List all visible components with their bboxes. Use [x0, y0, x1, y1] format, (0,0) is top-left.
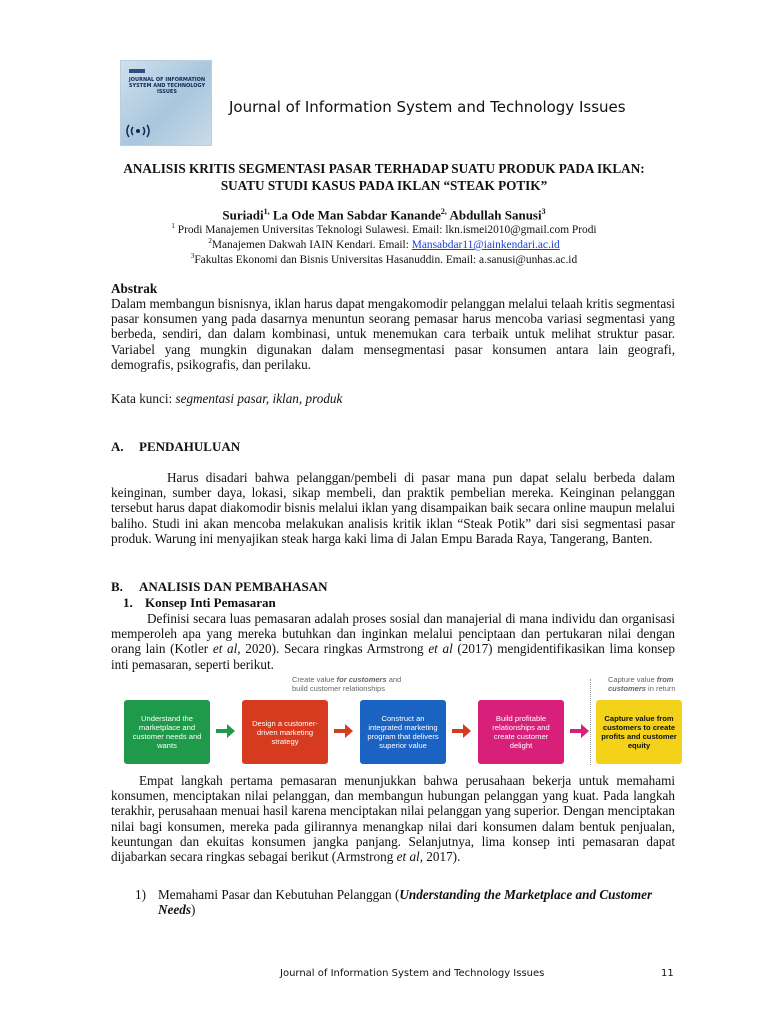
wifi-signal-icon [125, 119, 151, 139]
diagram-box-understand: Understand the marketplace and customer needs and wants [124, 700, 210, 764]
author-3: Abdullah Sanusi [449, 207, 542, 223]
abstract-heading: Abstrak [111, 281, 158, 296]
affiliation-2: $^2$Manajemen Dakwah IAIN Kendari. Email: Mansabdar11@iainkendari.ac.id [208, 237, 560, 251]
marketing-process-diagram [124, 675, 682, 771]
diagram-arrow-4 [570, 723, 590, 739]
diagram-arrow-2 [334, 723, 354, 739]
authors: Suriadi$^{1,}$ La Ode Man Sabdar Kanande$^{2,}$ Abdullah Sanusi$^3$ [222, 207, 546, 223]
section-a-heading: A. PENDAHULUAN [111, 439, 241, 454]
journal-title: Journal of Information System and Technology Issues [229, 98, 626, 116]
diagram-box-marketing-program: Construct an integrated marketing program that delivers superior value [360, 700, 446, 764]
logo-text: JOURNAL OF INFORMATION SYSTEM AND TECHNOLOGY ISSUES [128, 77, 206, 95]
affiliation-3: $^3$Fakultas Ekonomi dan Bisnis Universitas Hasanuddin. Email: a.sanusi@unhas.ac.id [190, 252, 578, 266]
diagram-box-design-strategy: Design a customer-driven marketing strategy [242, 700, 328, 764]
email-link[interactable]: Mansabdar11@iainkendari.ac.id [411, 238, 560, 251]
author-2: La Ode Man Sabdar Kanande [272, 207, 441, 223]
diagram-caption-left: Create value for customers and build customer relationships [292, 675, 402, 693]
section-b-heading: B. ANALISIS DAN PEMBAHASAN [111, 579, 328, 594]
diagram-box-capture-value: Capture value from customers to create profits and customer equity [596, 700, 682, 764]
diagram-arrow-3 [452, 723, 472, 739]
subsection-1-heading: 1. Konsep Inti Pemasaran [123, 595, 276, 610]
author-1: Suriadi [222, 207, 264, 223]
keywords: Kata kunci: segmentasi pasar, iklan, produk [111, 391, 343, 406]
logo-bar [129, 69, 145, 73]
paper-title-line-1: ANALISIS KRITIS SEGMENTASI PASAR TERHADAP SUATU PRODUK PADA IKLAN: [123, 161, 645, 176]
diagram-caption-right: Capture value from customers in return [608, 675, 676, 693]
page-number: 11 [661, 968, 674, 979]
list-item: 1) Memahami Pasar dan Kebutuhan Pelanggan (Understanding the Marketplace and Customer Needs) [135, 887, 653, 918]
section-b-paragraph-2: Empat langkah pertama pemasaran menunjukkan bahwa perusahaan bekerja untuk memahami konsumen, menciptakan nilai pelanggan, dan membangun hubungan pelanggan yang kuat. Pada langkah terakhir, perusahaan menuai hasil karena menciptakan nilai pelanggan yang superior. Dengan menciptakan nilai bagi konsumen, mereka pada gilirannya menangkap nilai dari konsumen dalam bentuk penjualan, keuntungan dan ekuitas konsumen jangka panjang. Selanjutnya, lima konsep inti pemasaran dapat dijabarkan secara ringkas sebagai berikut (Armstrong et al, 2017). [111, 773, 675, 865]
diagram-arrow-1 [216, 723, 236, 739]
abstract-body: Dalam membangun bisnisnya, iklan harus dapat mengakomodir pelanggan melalui telaah kritis segmentasi pasar konsumen yang pada dasarnya menuntun seorang pemasar harus mencoba variasi segmentasi yang berbeda, sendiri, dan dalam kombinasi, untuk menemukan cara terbaik untuk melihat struktur pasar. Variabel yang mungkin digunakan dalam mensegmentasi pasar konsumen antara lain geografi, demografis, psikografis, dan perilaku. [111, 296, 675, 372]
paper-title [110, 160, 658, 194]
affiliation-1: $^1$ Prodi Manajemen Universitas Teknologi Sulawesi. Email: lkn.ismei2010@gmail.com Prodi [171, 222, 597, 236]
diagram-divider [590, 679, 591, 765]
journal-logo [120, 60, 212, 146]
diagram-box-build-relationships: Build profitable relationships and create customer delight [478, 700, 564, 764]
footer-journal-name: Journal of Information System and Technology Issues [280, 968, 545, 979]
paper-title-line-2: SUATU STUDI KASUS PADA IKLAN “STEAK POTIK” [220, 178, 548, 193]
section-a-body: Harus disadari bahwa pelanggan/pembeli di pasar mana pun dapat selalu berbeda dalam keinginan, sumber daya, lokasi, sikap membeli, dan praktik pembelian mereka. Keinginan pelanggan tersebut harus dapat diakomodir bisnis melalui iklan yang disampaikan baik secara online maupun melalui baliho. Studi ini akan mencoba melakukan analisis kritik iklan “Steak Potik” dari sisi segmentasi pasar produk. Warung ini menyajikan steak harga kaki lima di Jalan Empu Barada Raya, Tangerang, Banten. [111, 470, 675, 546]
section-b-paragraph-1: Definisi secara luas pemasaran adalah proses sosial dan manajerial di mana individu dan organisasi memperoleh apa yang mereka butuhkan dan inginkan melalui penciptaan dan pertukaran nilai dengan orang lain (Kotler et al, 2020). Secara ringkas Armstrong et al (2017) mengidentifikasikan lima konsep inti pemasaran, seperti berikut. [111, 611, 675, 672]
